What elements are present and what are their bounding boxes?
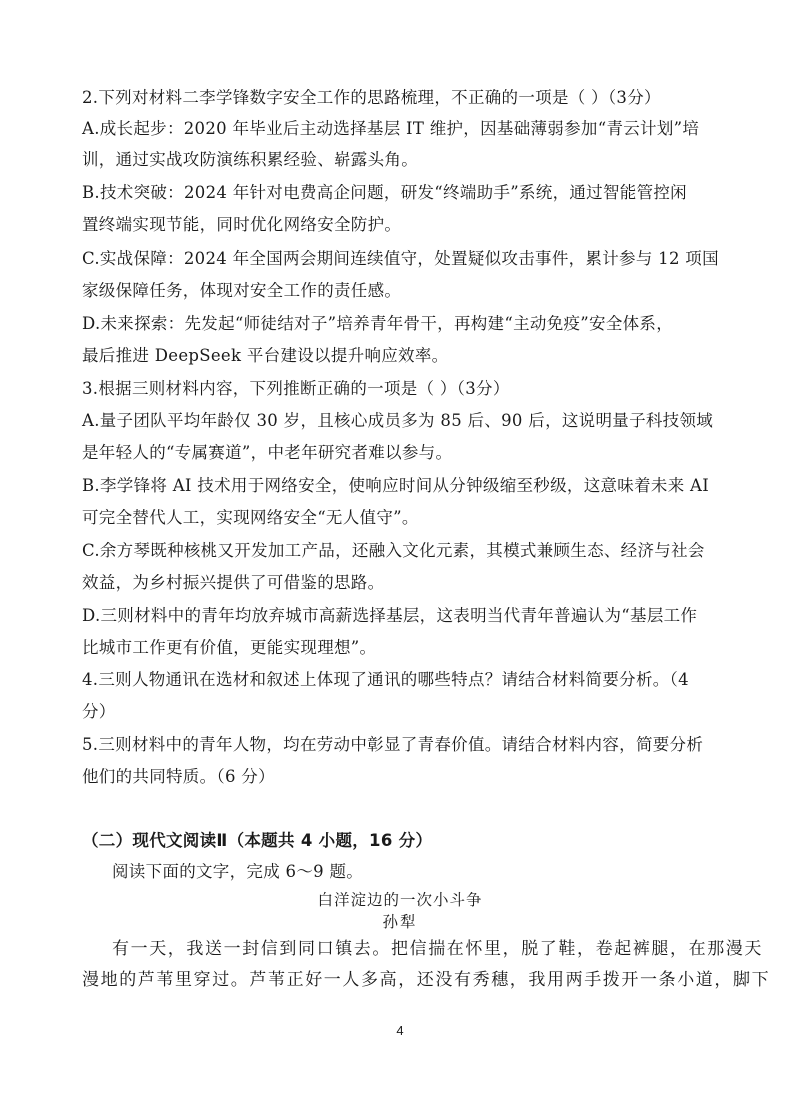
q3-option-a-line1: A.量子团队平均年龄仅 30 岁，且核心成员多为 85 后、90 后，这说明量子科技领域 xyxy=(82,411,714,430)
q2-option-b-line1: B.技术突破：2024 年针对电费高企问题，研发“终端助手”系统，通过智能管控闲 xyxy=(82,183,687,202)
q5-line2: 他们的共同特质。（6 分） xyxy=(82,767,275,786)
section-instruction: 阅读下面的文字，完成 6～9 题。 xyxy=(112,862,364,881)
q3-option-b-line2: 可完全替代人工，实现网络安全“无人值守”。 xyxy=(82,508,419,527)
q2-option-d-line1: D.未来探索：先发起“师徒结对子”培养青年骨干，再构建“主动免疫”安全体系， xyxy=(82,314,674,333)
q3-option-b-line1: B.李学锋将 AI 技术用于网络安全，使响应时间从分钟级缩至秒级，这意味着未来 AI xyxy=(82,476,710,495)
q4-line1: 4.三则人物通讯在选材和叙述上体现了通讯的哪些特点？请结合材料简要分析。（4 xyxy=(82,670,689,689)
story-paragraph-line2: 漫地的芦苇里穿过。芦苇正好一人多高，还没有秀穗，我用两手拨开一条小道，脚下 xyxy=(82,970,771,990)
q5-line1: 5.三则材料中的青年人物，均在劳动中彰显了青春价值。请结合材料内容，简要分析 xyxy=(82,735,704,754)
q3-option-a-line2: 是年轻人的“专属赛道”，中老年研究者难以参与。 xyxy=(82,443,453,462)
q2-option-a-line2: 训，通过实战攻防演练积累经验、崭露头角。 xyxy=(82,150,418,169)
page-number: 4 xyxy=(396,1023,404,1038)
q2-stem: 2.下列对材料二李学锋数字安全工作的思路梳理，不正确的一项是（ ）（3分） xyxy=(82,88,661,107)
story-paragraph-line1: 有一天，我送一封信到同口镇去。把信揣在怀里，脱了鞋，卷起裤腿，在那漫天 xyxy=(112,939,763,959)
section-heading: （二）现代文阅读Ⅱ（本题共 4 小题，16 分） xyxy=(82,831,433,850)
q2-option-b-line2: 置终端实现节能，同时优化网络安全防护。 xyxy=(82,215,402,234)
story-title: 白洋淀边的一次小斗争 xyxy=(317,891,483,909)
q3-option-d-line1: D.三则材料中的青年均放弃城市高薪选择基层，这表明当代青年普遍认为“基层工作 xyxy=(82,606,698,625)
q2-option-c-line1: C.实战保障：2024 年全国两会期间连续值守，处置疑似攻击事件，累计参与 12 项国 xyxy=(82,249,719,268)
q2-option-d-line2: 最后推进 DeepSeek 平台建设以提升响应效率。 xyxy=(82,346,449,365)
q3-option-d-line2: 比城市工作更有价值，更能实现理想”。 xyxy=(82,638,377,657)
story-author: 孙犁 xyxy=(382,913,418,931)
q3-option-c-line1: C.余方琴既种核桃又开发加工产品，还融入文化元素，其模式兼顾生态、经济与社会 xyxy=(82,541,705,560)
q4-line2: 分） xyxy=(82,702,116,721)
q3-stem: 3.根据三则材料内容，下列推断正确的一项是（ ）（3分） xyxy=(82,379,510,398)
q2-option-c-line2: 家级保障任务，体现对安全工作的责任感。 xyxy=(82,281,402,300)
q3-option-c-line2: 效益，为乡村振兴提供了可借鉴的思路。 xyxy=(82,573,385,592)
q2-option-a-line1: A.成长起步：2020 年毕业后主动选择基层 IT 维护，因基础薄弱参加“青云计划”培 xyxy=(82,119,700,138)
